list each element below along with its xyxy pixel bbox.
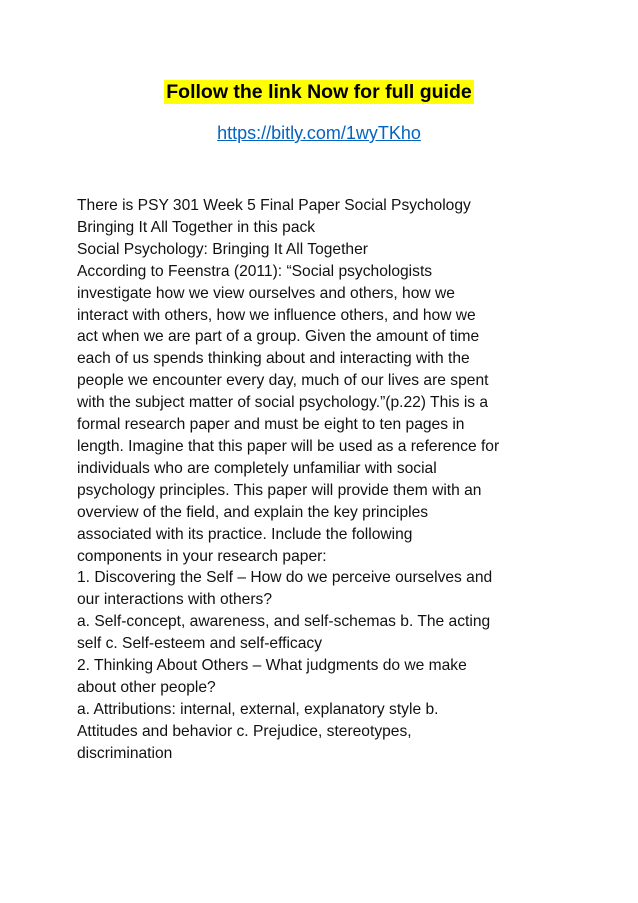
text-line: 1. Discovering the Self – How do we perceive ourselves and — [77, 569, 493, 587]
text-line: Social Psychology: Bringing It All Together — [77, 240, 368, 258]
text-line: interact with others, how we influence others, and how we — [77, 306, 476, 324]
text-line: associated with its practice. Include the following — [77, 525, 413, 543]
text-line: 2. Thinking About Others – What judgments do we make — [77, 657, 467, 675]
heading-row — [0, 80, 638, 104]
text-line: a. Attributions: internal, external, explanatory style b. — [77, 700, 439, 718]
text-line: self c. Self-esteem and self-efficacy — [77, 635, 322, 653]
body-text — [77, 195, 597, 765]
text-line: formal research paper and must be eight to ten pages in — [77, 416, 465, 434]
page-title: Follow the link Now for full guide — [166, 81, 472, 103]
text-line: overview of the field, and explain the key principles — [77, 503, 429, 521]
text-line: act when we are part of a group. Given the amount of time — [77, 328, 480, 346]
text-line: people we encounter every day, much of our lives are spent — [77, 372, 489, 390]
text-line: Attitudes and behavior c. Prejudice, stereotypes, — [77, 722, 412, 740]
link-row — [0, 121, 638, 145]
text-line: with the subject matter of social psychology.”(p.22) This is a — [77, 394, 489, 412]
text-line: a. Self-concept, awareness, and self-schemas b. The acting — [77, 613, 491, 631]
text-line: individuals who are completely unfamiliar with social — [77, 459, 437, 477]
text-line: our interactions with others? — [77, 591, 273, 609]
text-line: components in your research paper: — [77, 547, 327, 565]
text-line: discrimination — [77, 744, 173, 762]
text-line: psychology principles. This paper will provide them with an — [77, 481, 482, 499]
text-line: According to Feenstra (2011): “Social psychologists — [77, 262, 433, 280]
text-line: investigate how we view ourselves and others, how we — [77, 284, 455, 302]
text-line: each of us spends thinking about and interacting with the — [77, 350, 470, 368]
text-line: There is PSY 301 Week 5 Final Paper Social Psychology — [77, 197, 471, 214]
text-line: about other people? — [77, 678, 216, 696]
guide-link[interactable]: https://bitly.com/1wyTKho — [217, 123, 421, 143]
text-line: Bringing It All Together in this pack — [77, 218, 316, 236]
text-line: length. Imagine that this paper will be used as a reference for — [77, 437, 500, 455]
